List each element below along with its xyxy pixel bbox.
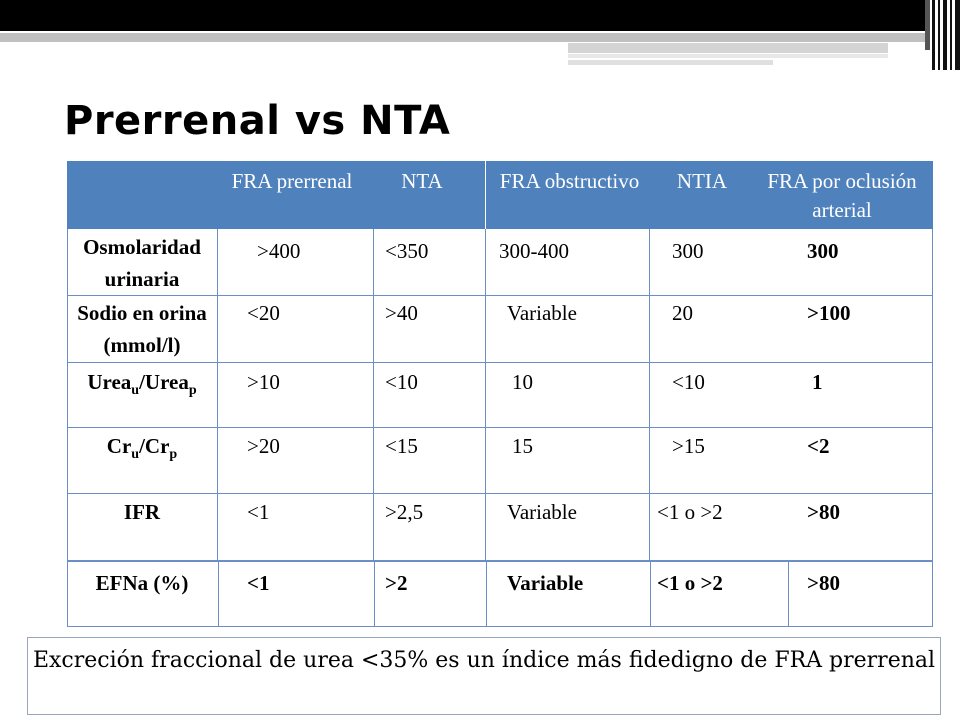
header-fra-obstructivo: FRA obstructivo <box>499 169 640 193</box>
table-cell: >80 <box>807 500 840 524</box>
comparison-table <box>67 161 933 626</box>
header-separator <box>485 161 486 229</box>
table-row <box>67 563 933 625</box>
table-cell: 20 <box>672 301 693 325</box>
row-label: EFNa (%) <box>95 571 189 595</box>
table-cell: >20 <box>247 434 280 458</box>
table-row <box>67 295 933 361</box>
table-row <box>67 494 933 560</box>
table-cell: <1 o >2 <box>657 571 723 595</box>
row-label: IFR <box>123 500 161 524</box>
table-cell: >40 <box>385 301 418 325</box>
top-decor-stripe <box>0 33 925 42</box>
footnote-box: Excreción fraccional de urea <35% es un índice más fidedigno de FRA prerrenal <box>27 637 941 715</box>
table-cell: 10 <box>512 370 533 394</box>
table-cell: 15 <box>512 434 533 458</box>
corner-decor-stripes <box>930 0 960 70</box>
table-cell: <1 <box>247 500 270 524</box>
row-label: $Cr_u/Cr_p$ <box>106 434 178 463</box>
table-cell: >100 <box>807 301 851 325</box>
table-cell: Variable <box>507 571 584 595</box>
top-decor-stripe-4 <box>568 60 773 65</box>
table-row <box>67 229 933 295</box>
table-cell: <1 <box>247 571 270 595</box>
table-cell: <10 <box>385 370 418 394</box>
table-cell: >15 <box>672 434 705 458</box>
table-cell: 300 <box>807 239 839 263</box>
table-row <box>67 362 933 427</box>
header-fra-prerrenal: FRA prerrenal <box>231 169 353 193</box>
table-cell: 1 <box>812 370 823 394</box>
table-cell: 300-400 <box>499 239 569 263</box>
table-cell: <1 o >2 <box>657 500 723 524</box>
table-cell: >2,5 <box>385 500 424 524</box>
table-cell: >2 <box>385 571 408 595</box>
top-decor-stripe-3 <box>568 54 888 58</box>
header-nta: NTA <box>401 169 443 193</box>
table-cell: 300 <box>672 239 704 263</box>
table-cell: Variable <box>507 500 577 524</box>
top-decor-stripe-2 <box>568 43 888 53</box>
header-ntia: NTIA <box>676 169 728 193</box>
table-cell: >400 <box>257 239 301 263</box>
table-cell: <20 <box>247 301 280 325</box>
header-fra-oclusion: FRA por oclusión arterial <box>767 169 917 222</box>
slide-title: Prerrenal vs NTA <box>64 98 451 144</box>
table-cell: <350 <box>385 239 429 263</box>
top-decor-bar <box>0 0 925 31</box>
table-header <box>67 161 933 229</box>
table-row <box>67 428 933 493</box>
table-cell: >80 <box>807 571 840 595</box>
row-label: Osmolaridad urinaria <box>83 235 201 291</box>
table-cell: <2 <box>807 434 830 458</box>
row-label: Sodio en orina (mmol/l) <box>77 301 207 357</box>
row-label: Urea$_u$/Urea$_p$ <box>87 370 197 399</box>
table-cell: <15 <box>385 434 418 458</box>
table-cell: Variable <box>507 301 577 325</box>
table-cell: <10 <box>672 370 705 394</box>
table-cell: >10 <box>247 370 280 394</box>
